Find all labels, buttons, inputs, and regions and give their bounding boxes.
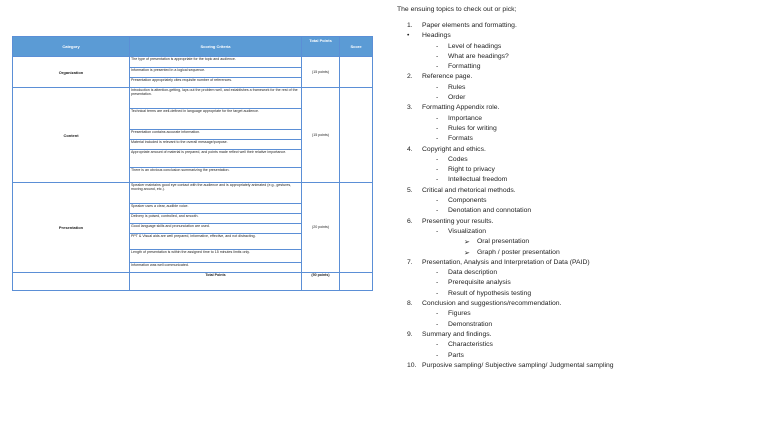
dash-bullet: -	[436, 269, 439, 277]
arrow-bullet-icon: ➢	[464, 249, 470, 257]
subtopic-item	[397, 290, 762, 300]
topic-text: Formatting Appendix role.	[422, 104, 500, 112]
rubric-total-label: Total Points	[130, 273, 302, 291]
subtopic-item	[397, 135, 762, 145]
topic-text: Reference page.	[422, 73, 473, 81]
subtopic-item	[397, 197, 762, 207]
rubric-criterion: Technical terms are well-defined in language appropriate for the target audience.	[130, 109, 302, 130]
rubric-criterion: Introduction is attention-getting, lays out the problem well, and establishes a framework for the rest of the presentation.	[130, 88, 302, 109]
subtopic-item	[397, 341, 762, 351]
list-marker: 3.	[407, 104, 413, 112]
rubric-total-row	[13, 273, 373, 291]
dash-bullet: -	[436, 166, 439, 174]
subtopic-item	[397, 115, 762, 125]
topic-text: Denotation and connotation	[448, 207, 532, 215]
rubric-points: (20 points)	[302, 183, 340, 273]
rubric-score-cell[interactable]	[340, 183, 373, 273]
topic-text: Level of headings	[448, 42, 502, 50]
subtopic-item	[397, 94, 762, 104]
dash-bullet: -	[436, 124, 439, 132]
list-marker: 7.	[407, 258, 413, 266]
dash-bullet: -	[436, 135, 439, 143]
topic-text: Presentation, Analysis and Interpretation of Data (PAID)	[422, 258, 590, 266]
rubric-criterion: Good language skills and pronunciation are used.	[130, 224, 302, 234]
topic-text: Formatting	[448, 63, 481, 71]
topic-item	[397, 187, 762, 197]
rubric-criterion: Presentation appropriately cites requisite number of references.	[130, 78, 302, 88]
topic-text: What are headings?	[448, 52, 509, 60]
topic-item	[397, 104, 762, 114]
topic-text: Formats	[448, 135, 473, 143]
topic-item	[397, 32, 762, 42]
dash-bullet: -	[436, 94, 439, 102]
topic-text: Intellectual freedom	[448, 176, 508, 184]
topic-item	[397, 331, 762, 341]
rubric-row	[13, 88, 373, 109]
topic-item	[397, 22, 762, 32]
topic-text: Presenting your results.	[422, 217, 494, 225]
subtopic-item	[397, 207, 762, 217]
rubric-total-points: (50 points)	[302, 273, 340, 291]
subtopic-item	[397, 279, 762, 289]
topic-text: Result of hypothesis testing	[448, 289, 532, 297]
dash-bullet: -	[436, 289, 439, 297]
subtopic-item	[397, 125, 762, 135]
topic-text: Paper elements and formatting.	[422, 22, 517, 29]
rubric-criterion: Appropriate amount of material is prepared, and points made reflect well their relative importance.	[130, 150, 302, 168]
dash-bullet: -	[436, 207, 439, 215]
topic-text: Copyright and ethics.	[422, 145, 486, 153]
topic-text: Right to privacy	[448, 166, 495, 174]
topic-list	[397, 6, 762, 372]
topic-item	[397, 218, 762, 228]
topic-text: Figures	[448, 310, 471, 318]
subtopic-item	[397, 63, 762, 73]
topic-text: Rules for writing	[448, 124, 497, 132]
topic-text: Purposive sampling/ Subjective sampling/ Judgmental sampling	[422, 361, 614, 369]
rubric-table	[12, 36, 373, 291]
rubric-criterion: There is an obvious conclusion summarizing the presentation.	[130, 168, 302, 183]
topic-text: Headings	[422, 32, 451, 40]
sub-subtopic-item	[397, 249, 762, 259]
list-marker: 4.	[407, 145, 413, 153]
topic-text: Visualization	[448, 227, 487, 235]
list-marker: •	[407, 32, 410, 40]
topic-text: Critical and rhetorical methods.	[422, 186, 516, 194]
dash-bullet: -	[436, 42, 439, 50]
subtopic-item	[397, 156, 762, 166]
rubric-criterion: Information is presented in a logical sequence.	[130, 68, 302, 78]
arrow-bullet-icon: ➢	[464, 239, 470, 247]
rubric-criterion: Presentation contains accurate information.	[130, 130, 302, 140]
rubric-row	[13, 183, 373, 204]
topic-text: Order	[448, 94, 466, 102]
topic-text: Parts	[448, 351, 464, 359]
topic-text: Demonstration	[448, 320, 493, 328]
dash-bullet: -	[436, 197, 439, 205]
rubric-criterion: Speaker uses a clear, audible voice.	[130, 204, 302, 214]
subtopic-item	[397, 310, 762, 320]
dash-bullet: -	[436, 114, 439, 122]
header-total-points: Total Points	[302, 37, 340, 57]
list-marker: 8.	[407, 300, 413, 308]
rubric-criterion: Speaker maintains good eye contact with the audience and is appropriately animated (e.g., gestures, moving around, etc.).	[130, 183, 302, 204]
topic-item	[397, 362, 762, 372]
topic-text: Codes	[448, 155, 468, 163]
dash-bullet: -	[436, 63, 439, 71]
subtopic-item	[397, 43, 762, 53]
subtopic-item	[397, 228, 762, 238]
topic-item	[397, 259, 762, 269]
topic-item	[397, 73, 762, 83]
header-criteria: Scoring Criteria	[130, 37, 302, 57]
dash-bullet: -	[436, 227, 439, 235]
rubric-score-cell[interactable]	[340, 88, 373, 183]
rubric-score-cell[interactable]	[340, 57, 373, 88]
rubric-body	[13, 57, 373, 291]
rubric-points: (15 points)	[302, 57, 340, 88]
rubric-criterion: Information was well communicated.	[130, 263, 302, 273]
topic-lines	[397, 22, 762, 372]
topic-text: Characteristics	[448, 341, 493, 349]
subtopic-item	[397, 84, 762, 94]
rubric-criterion: PPT & Visual aids are well prepared, informative, effective, and not distracting.	[130, 234, 302, 250]
topic-text: Data description	[448, 269, 498, 277]
rubric-header-row	[13, 37, 373, 57]
list-marker: 1.	[407, 22, 413, 29]
topic-item	[397, 300, 762, 310]
topic-item	[397, 146, 762, 156]
rubric-category: Content	[13, 88, 130, 183]
rubric-category: Organization	[13, 57, 130, 88]
topic-intro: The ensuing topics to check out or pick;	[397, 6, 517, 13]
dash-bullet: -	[436, 155, 439, 163]
topic-text: Oral presentation	[477, 238, 530, 246]
dash-bullet: -	[436, 351, 439, 359]
list-marker: 5.	[407, 186, 413, 194]
rubric-criterion: Delivery is poised, controlled, and smooth.	[130, 214, 302, 224]
topic-text: Conclusion and suggestions/recommendation.	[422, 300, 562, 308]
topic-text: Importance	[448, 114, 483, 122]
topic-text: Graph / poster presentation	[477, 248, 560, 256]
sub-subtopic-item	[397, 238, 762, 248]
dash-bullet: -	[436, 310, 439, 318]
dash-bullet: -	[436, 176, 439, 184]
list-marker: 6.	[407, 217, 413, 225]
rubric-points: (15 points)	[302, 88, 340, 183]
subtopic-item	[397, 352, 762, 362]
dash-bullet: -	[436, 320, 439, 328]
topic-text: Prerequisite analysis	[448, 279, 511, 287]
subtopic-item	[397, 176, 762, 186]
header-category: Category	[13, 37, 130, 57]
list-marker: 9.	[407, 330, 413, 338]
topic-text: Summary and findings.	[422, 330, 492, 338]
header-score: Score	[340, 37, 373, 57]
dash-bullet: -	[436, 52, 439, 60]
rubric-criterion: The type of presentation is appropriate for the topic and audience.	[130, 57, 302, 68]
rubric-total-score[interactable]	[340, 273, 373, 291]
rubric-criterion: Material included is relevant to the overall message/purpose.	[130, 140, 302, 150]
subtopic-item	[397, 166, 762, 176]
subtopic-item	[397, 321, 762, 331]
rubric-total-spacer	[13, 273, 130, 291]
subtopic-item	[397, 53, 762, 63]
rubric-category: Presentation	[13, 183, 130, 273]
dash-bullet: -	[436, 341, 439, 349]
dash-bullet: -	[436, 279, 439, 287]
subtopic-item	[397, 269, 762, 279]
list-marker: 2.	[407, 73, 413, 81]
dash-bullet: -	[436, 83, 439, 91]
list-marker: 10.	[407, 361, 417, 369]
topic-text: Rules	[448, 83, 466, 91]
rubric-row	[13, 57, 373, 68]
rubric-criterion: Length of presentation is within the assigned time to 15 minutes limits only.	[130, 250, 302, 263]
topic-text: Components	[448, 197, 487, 205]
